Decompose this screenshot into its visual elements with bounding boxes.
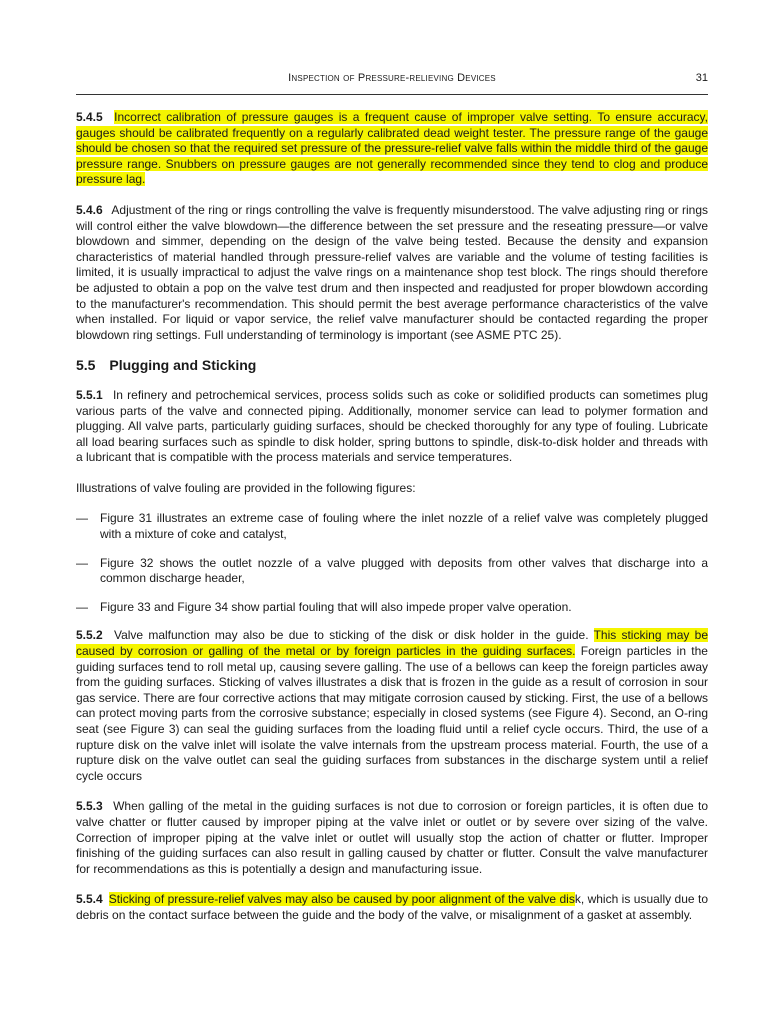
paragraph-number: 5.5.3 [76,799,103,814]
paragraph-5-5-3 [76,799,708,877]
paragraph-5-4-5 [76,110,708,188]
paragraph-text: In refinery and petrochemical services, process solids such as coke or solidified products can sometimes plug various parts of the valve and connected piping. Additionally, monomer service can lead to polymer formation and plugging. All valve parts, particularly guiding surfaces, should be checked thoroughly for any type of fouling. Lubricate all load bearing surfaces such as spindle to disk holder, spring buttons to spindle, disk-to-disk holder and threads with a lubricant that is compatible with the process materials and service temperatures. [76,387,708,465]
list-item-text: Figure 33 and Figure 34 show partial fouling that will also impede proper valve operation. [100,599,572,614]
dash-marker: — [76,511,88,526]
paragraph-number: 5.5.1 [76,387,103,402]
paragraph-text-after: Foreign particles in the guiding surfaces tend to roll metal up, causing severe galling. The use of a bellows can keep the foreign particles away from the guiding surfaces. Sticking of valves illustrates a disk that is frozen in the guide as a result of corrosion in sour gas service. There are four corrective actions that may mitigate corrosion caused by sticking. First, the use of a bellows can protect moving parts from the corrosive substance; especially in closed systems (see Figure 4). Second, an O-ring seat (see Figure 3) can seal the guiding surfaces from the loading fluid until a relief cycle occurs. Third, the use of a rupture disk on the valve inlet will isolate the valve internals from the upstream process material. Fourth, the use of a rupture disk on the valve outlet can seal the guiding surfaces from substances in the discharge system until a relief cycle occurs [76,644,708,783]
list-item [76,511,708,542]
highlighted-text: Sticking of pressure-relief valves may also be caused by poor alignment of the valve dis [108,892,575,907]
list-item-text: Figure 31 illustrates an extreme case of fouling where the inlet nozzle of a relief valve was completely plugged with a mixture of coke and catalyst, [100,511,708,542]
paragraph-5-5-1 [76,388,708,466]
section-title: Plugging and Sticking [109,357,257,374]
section-number: 5.5 [76,357,96,374]
paragraph-text-after: k, which is usually due to debris on the contact surface between the guide and the body of the valve, or misalignment of a gasket at assembly. [76,892,708,922]
paragraph-number: 5.4.6 [76,202,103,217]
highlighted-text: This sticking may be caused by corrosion or galling of the metal or by foreign particles in the guiding surfaces. [76,628,708,659]
illustrations-intro: Illustrations of valve fouling are provided in the following figures: [76,480,416,495]
header-rule [76,94,708,95]
highlighted-text: Incorrect calibration of pressure gauges is a frequent cause of improper valve setting. To ensure accuracy, gauges should be calibrated frequently on a regularly calibrated dead weight tester. The pressure range of the gauge should be chosen so that the required set pressure of the pressure-relief valve falls within the middle third of the gauge pressure range. Snubbers on pressure gauges are not generally recommended since they tend to clog and produce pressure lag. [76,110,708,187]
paragraph-number: 5.5.4 [76,892,103,907]
running-title: Inspection of Pressure-relieving Devices [288,72,496,84]
paragraph-text-before: Valve malfunction may also be due to sticking of the disk or disk holder in the guide. [113,628,589,643]
list-item-text: Figure 32 shows the outlet nozzle of a valve plugged with deposits from other valves that discharge into a common discharge header, [100,555,708,586]
paragraph-5-5-4 [76,892,708,923]
paragraph-number: 5.5.2 [76,628,103,643]
paragraph-text: When galling of the metal in the guiding surfaces is not due to corrosion or foreign particles, it is often due to valve chatter or flutter caused by improper piping at the valve inlet or outlet or by severe over sizing of the valve. Correction of improper piping at the valve inlet or outlet will usually stop the action of chatter or flutter. Improper finishing of the guiding surfaces can also result in galling caused by chatter or flutter. Consult the valve manufacturer for recommendations as this is potentially a design and manufacturing issue. [76,799,709,876]
dash-marker: — [76,599,88,614]
paragraph-5-5-2 [76,628,708,784]
paragraph-text: Adjustment of the ring or rings controlling the valve is frequently misunderstood. The valve adjusting ring or rings will control either the valve blowdown—the difference between the set pressure and the reseating pressure—or valve blowdown and simmer, depending on the design of the valve being tested. Because the density and expansion characteristics of material handled through pressure-relief valves are variable and the volume of testing facilities is limited, it is usually impractical to adjust the valve rings on a maintenance shop test block. The rings should therefore be adjusted to obtain a pop on the valve test drum and then inspected and readjusted for proper blowdown according to the manufacturer's recommendation. This should permit the best average performance characteristics of the valve when installed. For liquid or vapor service, the relief valve manufacturer should be contacted regarding the proper blowdown ring settings. Full understanding of terminology is important (see ASME PTC 25). [76,202,708,342]
list-item [76,556,708,587]
dash-marker: — [76,555,88,570]
page-content [76,110,708,939]
paragraph-number: 5.4.5 [76,110,103,124]
paragraph-5-4-6 [76,203,708,343]
list-item [76,600,708,616]
section-heading-5-5 [76,358,708,374]
running-header [76,72,708,90]
page-number: 31 [695,72,708,84]
